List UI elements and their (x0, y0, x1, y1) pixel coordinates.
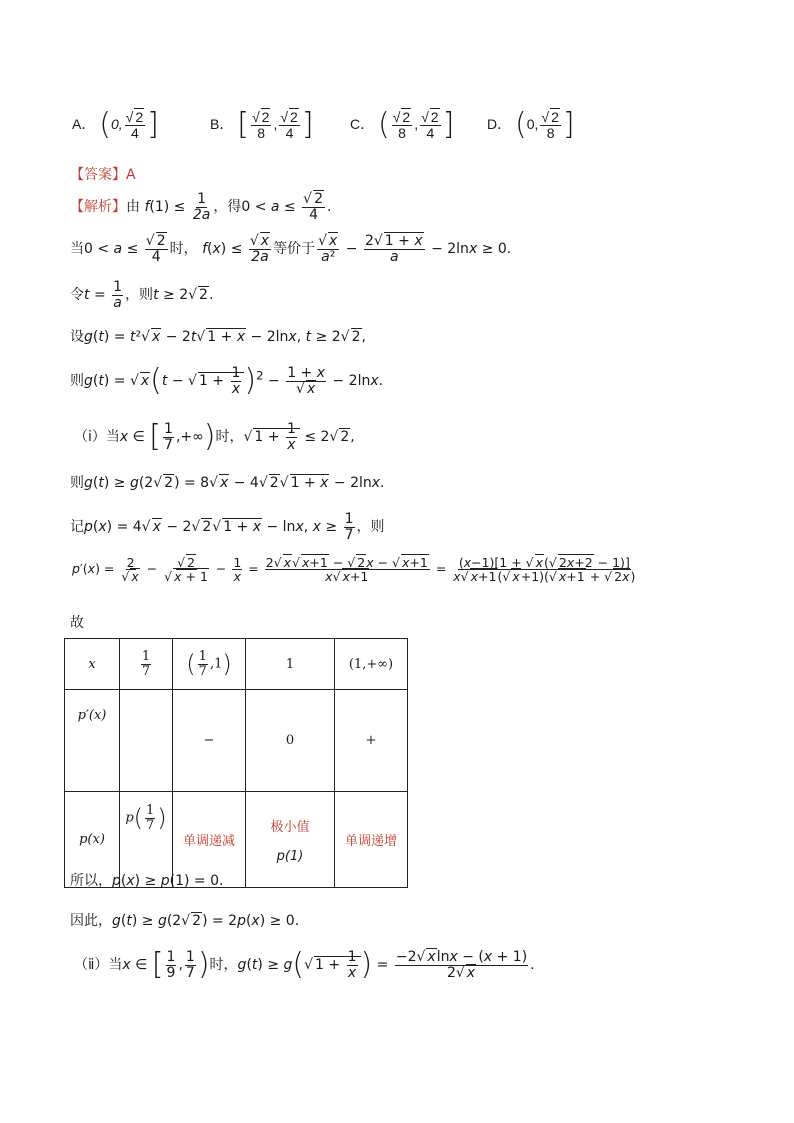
analysis-tag: 【解析】 (70, 199, 126, 216)
table-cell: $\frac{1}{7}$ (120, 639, 173, 690)
answer-tag: 【答案】 (70, 167, 126, 183)
option-d: D． (0, $\frac{√ 2}{8}$ ] (487, 107, 575, 143)
answer-value: A (126, 167, 136, 183)
option-b: B． [ $\frac{√ 2}{8}$ , $\frac{√ 2}{4}$ ] (210, 107, 314, 143)
table-cell: p( $\frac{1}{7}$ ) (120, 792, 173, 888)
analysis-line-9: p′(x) = $\frac{2}{√ x}$ − $\frac{√ 2}{√ x + 1}$ − $\frac{1}{x}$ = $\frac{2√ x√ x+1 - √ 2x - √ x+1}{x√ x+1}$ = $\frac{(x-1)[1 + √ x(√ 2x+2 - 1)]}{x√ x+1(√ x+1)(√ x+1 + √ 2x)}$ (72, 555, 636, 585)
table-cell: − (173, 690, 246, 792)
analysis-line-6: （ⅰ）当x ∈ [ $\frac{1}{7}$ ,+∞)时，√ 1 + $\frac{1}{x}$ ≤ 2√ 2, (74, 419, 355, 455)
min-value-label: 极小值 (270, 819, 310, 835)
table-cell: + (335, 690, 408, 792)
table-cell: 单调递减 (173, 792, 246, 888)
answer-line (70, 164, 136, 184)
table-row-derivative (65, 690, 408, 792)
option-d-letter: D． (487, 115, 512, 132)
table-cell: 单调递增 (335, 792, 408, 888)
table-cell: ( $\frac{1}{7}$ ,1) (173, 639, 246, 690)
table-cell: 0 (246, 690, 335, 792)
option-a: A． (0, $\frac{√ 2}{4}$ ] (72, 107, 159, 143)
analysis-line-3: 令t = $\frac{1}{a}$ ，则t ≥ 2√ 2. (70, 279, 214, 311)
table-cell: 1 (246, 639, 335, 690)
option-c-letter: C． (350, 115, 375, 132)
table-row-header (65, 639, 408, 690)
option-a-letter: A． (72, 115, 96, 132)
variation-table (64, 638, 408, 888)
table-cell: x (65, 639, 120, 690)
analysis-line-10: 所以，p(x) ≥ p(1) = 0. (70, 873, 224, 889)
table-cell: p(x) (65, 792, 120, 888)
analysis-line-7: 则g(t) ≥ g(2√ 2) = 8√ x − 4√ 2√ 1 + x − 2lnx. (70, 475, 385, 491)
option-b-letter: B． (210, 115, 234, 132)
gu-label: 故 (70, 615, 84, 631)
analysis-line-4: 设g(t) = t²√ x − 2t√ 1 + x − 2lnx, t ≥ 2√ 2, (70, 329, 366, 345)
analysis-line-1: 【解析】由 f(1) ≤ $\frac{1}{2a}$ ，得0 < a ≤ $\frac{√ 2}{4}$ . (70, 191, 332, 223)
option-c: C． ( $\frac{√ 2}{8}$ , $\frac{√ 2}{4}$ ] (350, 107, 455, 143)
min-value-expr: p(1) (276, 848, 304, 864)
table-cell (246, 792, 335, 888)
analysis-line-2: 当0 < a ≤ $\frac{√ 2}{4}$ 时， f(x) ≤ $\frac{√ x}{2a}$ 等价于 $\frac{√ x}{\text{a²}}$ − $\frac{2√ 1 + x}{a}$ − 2lnx ≥ 0. (70, 233, 512, 265)
table-cell: p′(x) (65, 690, 120, 792)
table-cell: (1,+∞) (335, 639, 408, 690)
analysis-line-12: （ⅱ）当x ∈ [ $\frac{1}{9}$ , $\frac{1}{7}$ )时，g(t) ≥ g(√ 1 + $\frac{1}{x}$ ) = $\frac{-2√ xlnx - (x + 1)}{2√ x}$ . (74, 947, 535, 983)
analysis-line-11: 因此，g(t) ≥ g(2√ 2) = 2p(x) ≥ 0. (70, 913, 300, 929)
table-cell (120, 690, 173, 792)
analysis-line-8: 记p(x) = 4√ x − 2√ 2√ 1 + x − lnx, x ≥ $\frac{1}{7}$ ，则 (70, 511, 385, 543)
analysis-line-5: 则g(t) = √ x(t − √ 1 + $\frac{1}{x}$ )$^2$ − $\frac{1 + x}{√ x}$ − 2lnx. (70, 363, 384, 399)
